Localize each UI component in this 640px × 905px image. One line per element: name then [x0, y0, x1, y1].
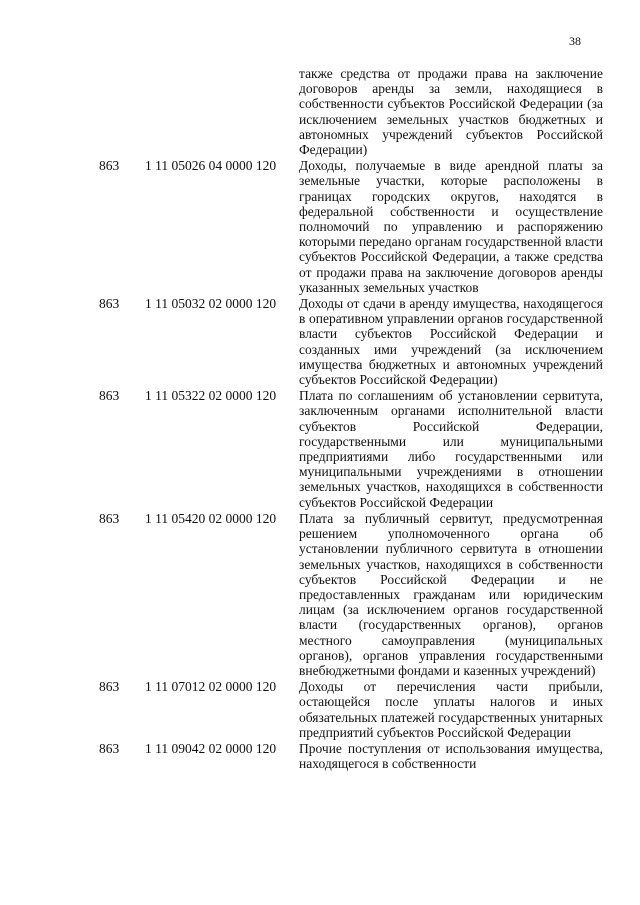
admin-code-cell: 863	[99, 388, 120, 404]
revenue-description-cell: также средства от продажи права на заключение договоров аренды за земли, находящиеся в собственности субъектов Российской Федерации (за исключением земельных участков бюджетных и автономных учреждений субъектов Российской Федерации)	[299, 66, 603, 158]
revenue-description-cell: Прочие поступления от использования имущества, находящегося в собственности	[299, 740, 603, 772]
revenue-description-cell: Плата за публичный сервитут, предусмотренная решением уполномоченного органа об установлении публичного сервитута в отношении земельных участков, находящихся в собственности субъектов Российской Федерации и не предоставленных гражданам или юридическим лицам (за исключением органов государственной власти (государственных органов), органов местного самоуправления (муниципальных органов), органов управления государственными внебюджетными фондами и казенных учреждений)	[299, 510, 603, 678]
table-row	[99, 679, 603, 740]
table-row	[99, 158, 603, 295]
table-row	[99, 388, 603, 510]
admin-code-cell: 863	[99, 158, 120, 174]
budget-code-cell: 1 11 07012 02 0000 120	[145, 679, 277, 695]
revenue-codes-table	[99, 66, 603, 772]
revenue-description-cell: Доходы от сдачи в аренду имущества, находящегося в оперативном управлении органов государственной власти субъектов Российской Федерации и созданных ими учреждений (за исключением имущества бюджетных и автономных учреждений субъектов Российской Федерации)	[299, 296, 603, 388]
page-number: 38	[569, 34, 581, 48]
revenue-description-cell: Доходы, получаемые в виде арендной платы за земельные участки, которые расположены в границах городских округов, находятся в федеральной собственности и осуществление полномочий по управлению и распоряжению которыми передано органам государственной власти субъектов Российской Федерации, а также средства от продажи права на заключение договоров аренды указанных земельных участков	[299, 158, 603, 295]
budget-code-cell: 1 11 09042 02 0000 120	[145, 740, 277, 756]
admin-code-cell	[99, 66, 145, 157]
admin-code-cell: 863	[99, 740, 120, 756]
table-row	[99, 296, 603, 387]
budget-code-cell	[145, 66, 299, 157]
revenue-description-cell: Доходы от перечисления части прибыли, остающейся после уплаты налогов и иных обязательных платежей государственных унитарных предприятий субъектов Российской Федерации	[299, 679, 603, 740]
table-row	[99, 741, 603, 771]
table-row	[99, 511, 603, 678]
admin-code-cell: 863	[99, 679, 120, 695]
revenue-description-cell: Плата по соглашениям об установлении сервитута, заключенным органами исполнительной власти субъектов Российской Федерации, государственными или муниципальными предприятиями либо государственными или муниципальными учреждениями в отношении земельных участков, находящихся в собственности субъектов Российской Федерации	[299, 388, 603, 510]
budget-code-cell: 1 11 05026 04 0000 120	[145, 158, 277, 174]
admin-code-cell: 863	[99, 296, 120, 312]
budget-code-cell: 1 11 05322 02 0000 120	[145, 388, 277, 404]
budget-code-cell: 1 11 05420 02 0000 120	[145, 510, 277, 526]
budget-code-cell: 1 11 05032 02 0000 120	[145, 296, 277, 312]
admin-code-cell: 863	[99, 510, 120, 526]
table-row	[99, 66, 603, 157]
